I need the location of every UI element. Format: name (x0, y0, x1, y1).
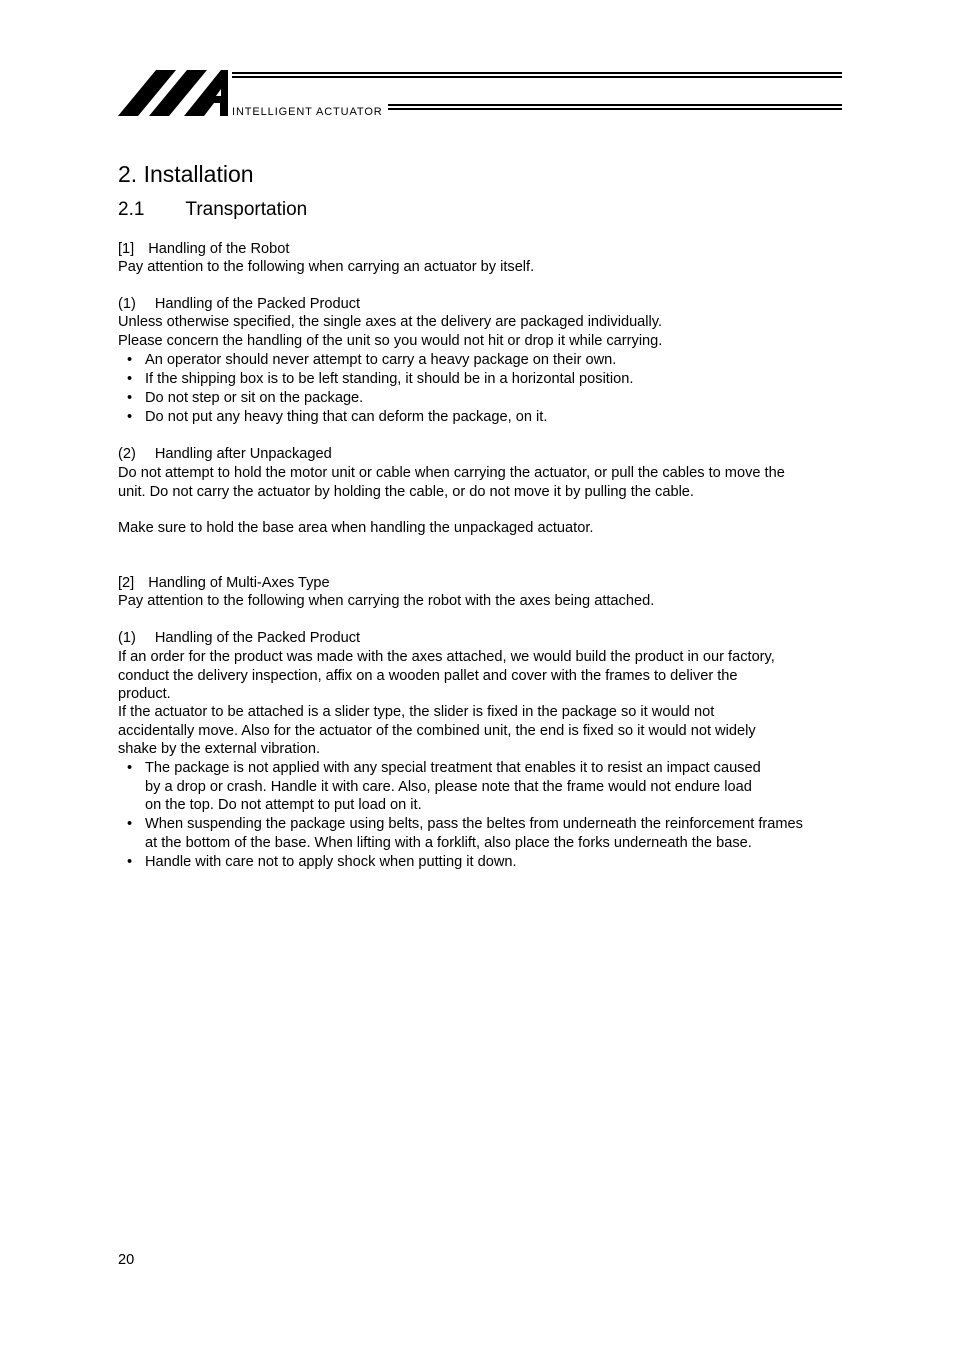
page-number: 20 (118, 1252, 135, 1268)
part2-packed-num: (1) (118, 630, 136, 646)
list-item: • When suspending the package using belts, pass the beltes from underneath the reinforcement frames at the bottom of the base. When lifting with a forklift, also place the forks underneath the base. (118, 815, 818, 852)
part1-unpacked-num: (2) (118, 446, 136, 462)
header-rule-bottom-thin (388, 104, 842, 106)
part1-unpacked-title: Handling after Unpackaged (154, 446, 332, 462)
part1-heading-num: [1] (118, 241, 135, 257)
part1-unpacked-heading (118, 445, 332, 464)
subsection-heading (118, 198, 307, 222)
brand-text: INTELLIGENT ACTUATOR (232, 106, 383, 118)
part2-packed-para1: If an order for the product was made with the axes attached, we would build the product in our factory, conduct the delivery inspection, affix on a wooden pallet and cover with the frames to deliver the product. (118, 649, 775, 702)
part2-heading (118, 574, 330, 593)
header-rule-top-thick (232, 76, 842, 78)
header-rule-bottom-thick (388, 108, 842, 110)
section-title: 2. Installation (118, 161, 254, 187)
part1-heading (118, 240, 289, 259)
part1-packed-line2: Please concern the handling of the unit so you would not hit or drop it while carrying. (118, 333, 663, 349)
list-item: • Handle with care not to apply shock when putting it down. (118, 853, 818, 872)
part1-packed-bullet-list (118, 351, 818, 427)
page-header (0, 0, 954, 130)
list-item: • An operator should never attempt to carry a heavy package on their own. (118, 351, 818, 370)
part1-packed-num: (1) (118, 296, 136, 312)
part1-intro: Pay attention to the following when carrying an actuator by itself. (118, 259, 535, 275)
part1-unpacked-para1: Do not attempt to hold the motor unit or cable when carrying the actuator, or pull the cables to move the unit. Do not carry the actuator by holding the cable, or do not move it by pulling the cable. (118, 465, 785, 500)
part2-heading-num: [2] (118, 575, 135, 591)
part1-packed-heading (118, 295, 360, 314)
part2-packed-heading (118, 629, 360, 648)
subsection-number: 2.1 (118, 199, 145, 220)
list-item: • The package is not applied with any special treatment that enables it to resist an impact caused by a drop or crash. Handle it with care. Also, please note that the frame would not endure load on the top. Do not attempt to put load on it. (118, 759, 818, 815)
part2-intro: Pay attention to the following when carrying the robot with the axes being attached. (118, 593, 655, 609)
part2-heading-text: Handling of Multi-Axes Type (148, 575, 330, 591)
part1-packed-line1: Unless otherwise specified, the single axes at the delivery are packaged individually. (118, 314, 663, 330)
part2-packed-para2: If the actuator to be attached is a slider type, the slider is fixed in the package so it would not accidentally move. Also for the actuator of the combined unit, the end is fixed so it would not widely shake by the external vibration. (118, 704, 756, 757)
subsection-title: Transportation (185, 199, 308, 220)
part1-packed-title: Handling of the Packed Product (154, 296, 361, 312)
iai-logo-icon (118, 69, 230, 117)
part1-unpacked-para2: Make sure to hold the base area when handling the unpackaged actuator. (118, 520, 594, 536)
header-rule-top-thin (232, 72, 842, 74)
part1-heading-text: Handling of the Robot (148, 241, 290, 257)
part2-packed-bullet-list (118, 759, 818, 872)
list-item: • Do not step or sit on the package. (118, 389, 818, 408)
part2-packed-title: Handling of the Packed Product (154, 630, 361, 646)
list-item: • If the shipping box is to be left standing, it should be in a horizontal position. (118, 370, 818, 389)
list-item: • Do not put any heavy thing that can deform the package, on it. (118, 408, 818, 427)
